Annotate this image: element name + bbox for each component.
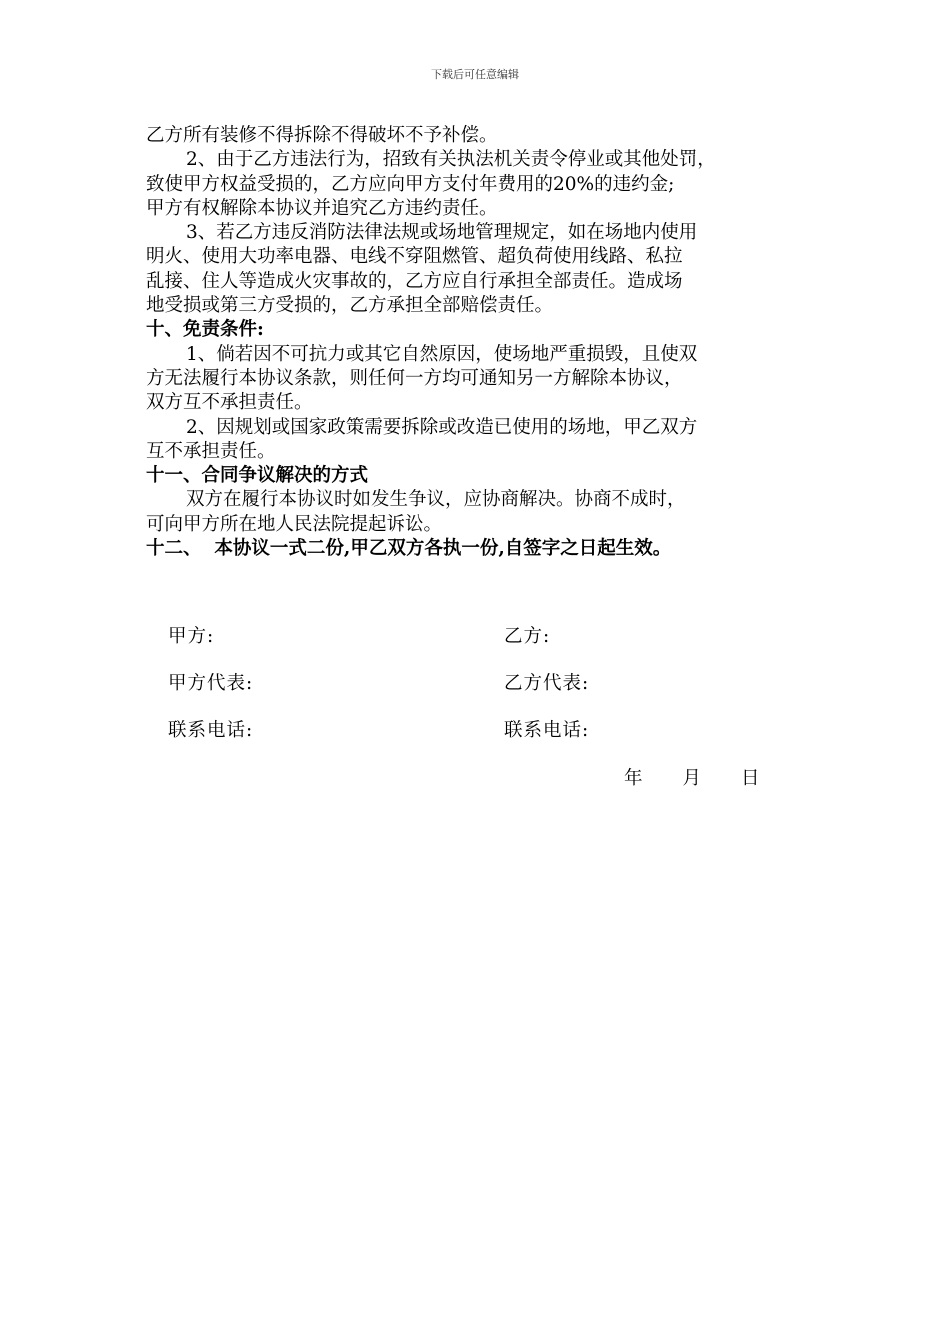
body-line-4: 甲方有权解除本协议并追究乙方违约责任。 [146, 197, 498, 219]
body-line-14: 互不承担责任。 [146, 440, 276, 462]
body-line-7: 乱接、住人等造成火灾事故的，乙方应自行承担全部责任。造成场 [146, 270, 683, 292]
body-line-17: 可向甲方所在地人民法院提起诉讼。 [146, 513, 443, 535]
body-line-5: 3、若乙方违反消防法律法规或场地管理规定，如在场地内使用 [186, 222, 698, 244]
party-a-phone-label: 联系电话: [168, 720, 254, 741]
party-a-rep-label: 甲方代表: [168, 673, 254, 694]
body-line-2: 2、由于乙方违法行为，招致有关执法机关责令停业或其他处罚， [186, 149, 716, 171]
body-line-16: 双方在履行本协议时如发生争议，应协商解决。协商不成时， [186, 489, 686, 511]
section-heading-copies: 十二、 本协议一式二份,甲乙双方各执一份,自签字之日起生效。 [146, 538, 672, 560]
header-note: 下载后可任意编辑 [431, 68, 519, 81]
body-line-3: 致使甲方权益受损的，乙方应向甲方支付年费用的20%的违约金; [146, 173, 675, 195]
section-heading-exemption: 十、免责条件: [146, 319, 264, 341]
body-line-10: 1、倘若因不可抗力或其它自然原因，使场地严重损毁，且使双 [186, 343, 698, 365]
body-line-13: 2、因规划或国家政策需要拆除或改造已使用的场地，甲乙双方 [186, 416, 698, 438]
party-b-phone-label: 联系电话: [504, 720, 590, 741]
date-month: 月 [682, 768, 702, 789]
body-line-11: 方无法履行本协议条款，则任何一方均可通知另一方解除本协议， [146, 367, 683, 389]
party-b-label: 乙方: [504, 626, 551, 647]
section-heading-dispute: 十一、合同争议解决的方式 [146, 465, 369, 487]
body-line-1: 乙方所有装修不得拆除不得破坏不予补偿。 [146, 125, 498, 146]
contract-body [146, 124, 826, 561]
body-line-8: 地受损或第三方受损的，乙方承担全部赔偿责任。 [146, 295, 554, 317]
body-line-12: 双方互不承担责任。 [146, 392, 313, 414]
date-day: 日 [741, 768, 760, 789]
date-row [624, 764, 760, 790]
party-b-rep-label: 乙方代表: [504, 673, 590, 694]
body-line-6: 明火、使用大功率电器、电线不穿阻燃管、超负荷使用线路、私拉 [146, 246, 683, 268]
party-a-label: 甲方: [168, 626, 215, 647]
date-year: 年 [624, 768, 643, 789]
